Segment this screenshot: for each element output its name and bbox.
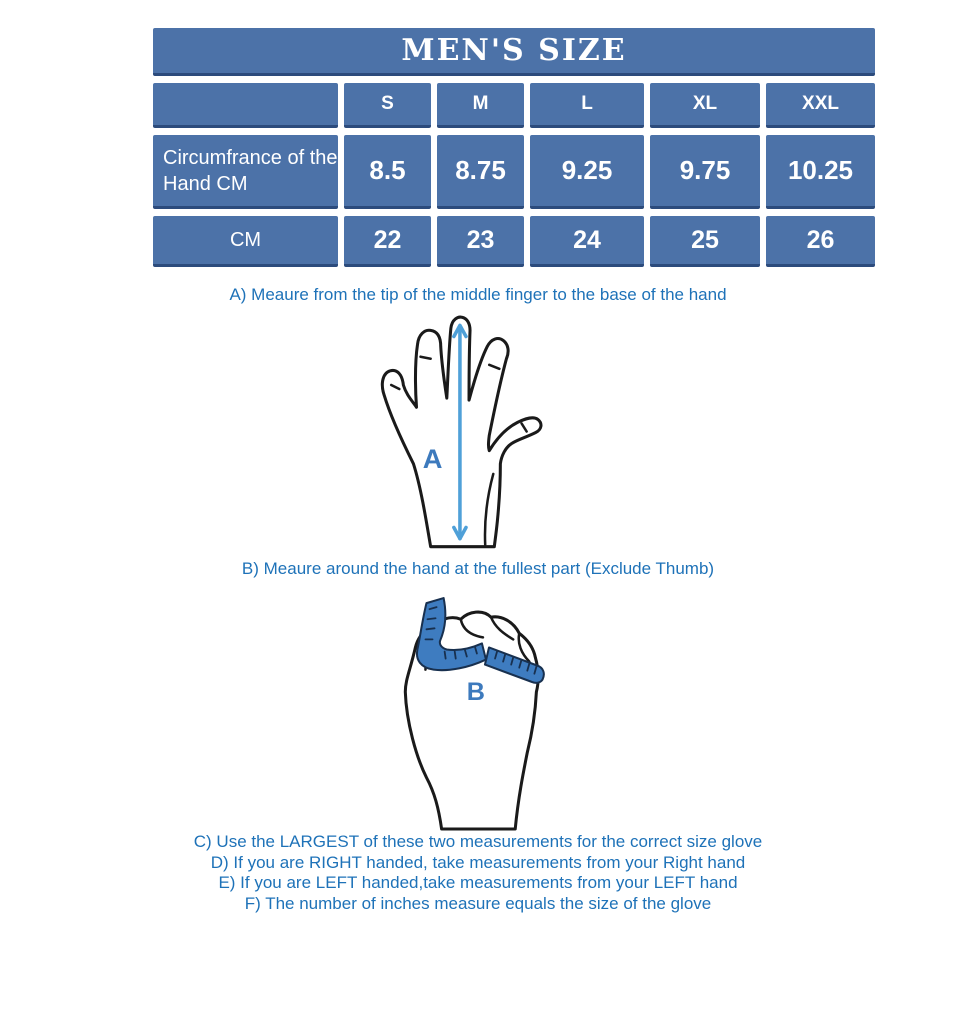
- circumference-xl: 9.75: [650, 135, 760, 209]
- hand-measure-label: A: [422, 442, 443, 474]
- tape-tick: [426, 628, 434, 629]
- cm-xl: 25: [650, 216, 760, 267]
- circumference-xxl: 10.25: [766, 135, 875, 209]
- cm-xxl: 26: [766, 216, 875, 267]
- cm-m: 23: [437, 216, 524, 267]
- bottom-notes: [0, 832, 956, 914]
- tape-tick: [427, 618, 435, 619]
- table-title: MEN'S SIZE: [153, 28, 875, 76]
- row-label-circumference: Circumfrance of the Hand CM: [153, 135, 338, 209]
- col-header-l: L: [530, 83, 644, 128]
- col-header-xl: XL: [650, 83, 760, 128]
- tape-tick: [455, 652, 456, 659]
- col-header-s: S: [344, 83, 431, 128]
- instruction-a: A) Meaure from the tip of the middle finger to the base of the hand: [229, 285, 727, 304]
- instruction-c: C) Use the LARGEST of these two measurements for the correct size glove: [193, 832, 763, 851]
- fist-measure-label: B: [466, 677, 485, 706]
- row-label-cm: CM: [153, 216, 338, 267]
- circumference-m: 8.75: [437, 135, 524, 209]
- circumference-l: 9.25: [530, 135, 644, 209]
- corner-cell: [153, 83, 338, 128]
- cm-l: 24: [530, 216, 644, 267]
- instruction-b: B) Meaure around the hand at the fullest part (Exclude Thumb): [241, 559, 715, 578]
- col-header-xxl: XXL: [766, 83, 875, 128]
- mens-size-table: [153, 28, 875, 267]
- cm-s: 22: [344, 216, 431, 267]
- circumference-s: 8.5: [344, 135, 431, 209]
- instruction-e: E) If you are LEFT handed,take measurements from your LEFT hand: [218, 873, 738, 892]
- instruction-f: F) The number of inches measure equals the size of the glove: [244, 893, 712, 913]
- col-header-m: M: [437, 83, 524, 128]
- tape-tick: [445, 652, 446, 659]
- fist-illustration: [398, 591, 580, 831]
- instruction-d: D) If you are RIGHT handed, take measurements from your Right hand: [210, 852, 746, 872]
- hand-illustration: [370, 314, 562, 552]
